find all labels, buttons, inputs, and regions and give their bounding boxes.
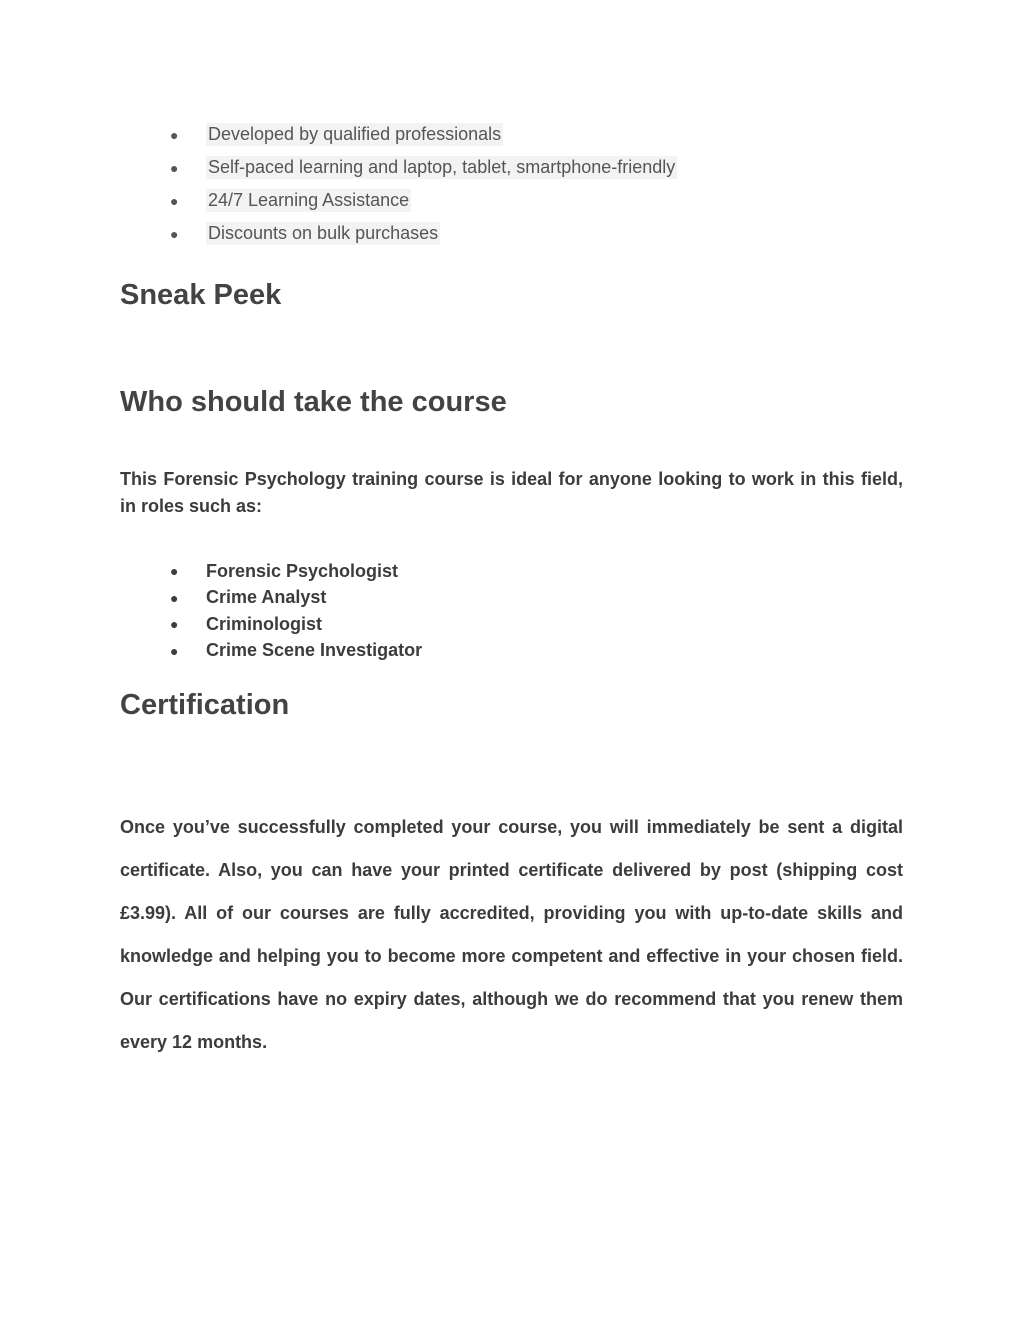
list-item xyxy=(170,611,422,638)
role-text: Criminologist xyxy=(206,613,322,634)
bullet-icon: ● xyxy=(170,225,179,242)
intro-paragraph: This Forensic Psychology training course is ideal for anyone looking to work in this field, in roles such as: xyxy=(120,469,903,516)
certification-heading: Certification xyxy=(120,689,290,721)
role-text: Crime Scene Investigator xyxy=(206,640,423,661)
role-text: Crime Analyst xyxy=(206,587,327,608)
list-item xyxy=(170,638,422,665)
bullet-icon: ● xyxy=(170,126,179,143)
bullet-icon: ● xyxy=(170,192,179,209)
list-item xyxy=(170,151,677,184)
list-item xyxy=(170,217,677,250)
bullet-icon: ● xyxy=(170,616,179,633)
list-item xyxy=(170,585,422,612)
feature-list xyxy=(170,118,677,250)
list-item xyxy=(170,558,422,585)
who-should-take-heading: Who should take the course xyxy=(120,386,507,418)
certification-paragraph: Once you’ve successfully completed your course, you will immediately be sent a digital certificate. Also, you can have your printed certificate delivered by post (shipping cost £3.99). All of our courses are fully accredited, providing you with up-to-date skills and knowledge and helping you to become more competent and effective in your chosen field. Our certifications have no expiry dates, although we do recommend that you renew them every 12 months. xyxy=(120,817,903,1052)
roles-list xyxy=(170,558,422,664)
feature-text: Discounts on bulk purchases xyxy=(208,223,439,243)
bullet-icon: ● xyxy=(170,642,179,659)
feature-text: Self-paced learning and laptop, tablet, smartphone-friendly xyxy=(208,157,676,177)
bullet-icon: ● xyxy=(170,589,179,606)
list-item xyxy=(170,118,677,151)
bullet-icon: ● xyxy=(170,563,179,580)
feature-text: 24/7 Learning Assistance xyxy=(208,190,410,210)
sneak-peek-heading: Sneak Peek xyxy=(120,279,282,311)
list-item xyxy=(170,184,677,217)
role-text: Forensic Psychologist xyxy=(206,560,399,581)
feature-text: Developed by qualified professionals xyxy=(208,124,502,144)
bullet-icon: ● xyxy=(170,159,179,176)
